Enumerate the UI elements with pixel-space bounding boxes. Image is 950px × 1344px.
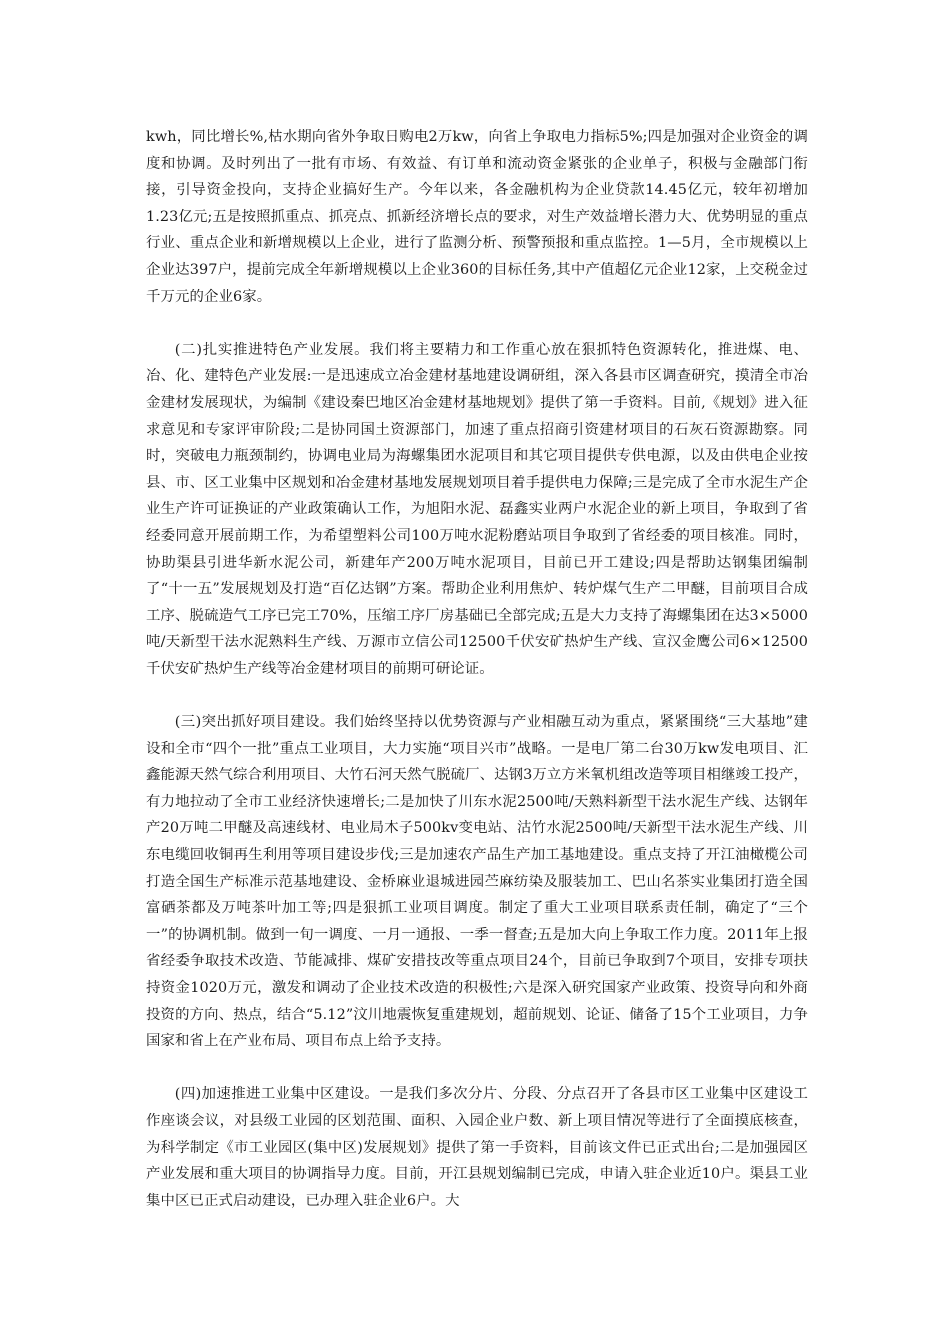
paragraph-power-and-finance: kwh，同比增长%,枯水期向省外争取日购电2万kw，向省上争取电力指标5%;四是加强对企业资金的调度和协调。及时列出了一批有市场、有效益、有订单和流动资金紧张的企业单子，积极与金融部门衔接，引导资金投向，支持企业搞好生产。今年以来，各金融机构为企业贷款14.45亿元，较年初增加1.23亿元;五是按照抓重点、抓亮点、抓新经济增长点的要求，对生产效益增长潜力大、优势明显的重点行业、重点企业和新增规模以上企业，进行了监测分析、预警预报和重点监控。1—5月，全市规模以上企业达397户，提前完成全年新增规模以上企业360的目标任务,其中产值超亿元企业12家，上交税金过千万元的企业6家。 (146, 129, 808, 305)
document-body (146, 124, 808, 1214)
paragraph-project-construction: (三)突出抓好项目建设。我们始终坚持以优势资源与产业相融互动为重点，紧紧围绕“三大基地”建设和全市“四个一批”重点工业项目，大力实施“项目兴市”战略。一是电厂第二台30万kw发电项目、汇鑫能源天然气综合利用项目、大竹石河天然气脱硫厂、达钢3万立方米氧机组改造等项目相继竣工投产，有力地拉动了全市工业经济快速增长;二是加快了川东水泥2500吨/天熟料新型干法水泥生产线、达钢年产20万吨二甲醚及高速线材、电业局木子500kv变电站、沽竹水泥2500吨/天新型干法水泥生产线、川东电缆回收铜再生利用等项目建设步伐;三是加速农产品生产加工基地建设。重点支持了开江油橄榄公司打造全国生产标准示范基地建设、金桥麻业退城进园苎麻纺染及服装加工、巴山名茶实业集团打造全国富硒茶都及万吨茶叶加工等;四是狠抓工业项目调度。制定了重大工业项目联系责任制，确定了“三个一”的协调机制。做到一旬一调度、一月一通报、一季一督查;五是加大向上争取工作力度。2011年上报省经委争取技术改造、节能减排、煤矿安措技改等重点项目24个，目前已争取到7个项目，安排专项扶持资金1020万元，激发和调动了企业技术改造的积极性;六是深入研究国家产业政策、投资导向和外商投资的方向、热点，结合“5.12”汶川地震恢复重建规划，超前规划、论证、储备了15个工业项目，力争国家和省上在产业布局、项目布点上给予支持。 (146, 714, 808, 1050)
paragraph-industrial-zones: (四)加速推进工业集中区建设。一是我们多次分片、分段、分点召开了各县市区工业集中区建设工作座谈会议，对县级工业园的区划范围、面积、入园企业户数、新上项目情况等进行了全面摸底核查，为科学制定《市工业园区(集中区)发展规划》提供了第一手资料，目前该文件已正式出台;二是加强园区产业发展和重大项目的协调指导力度。目前，开江县规划编制已完成，申请入驻企业近10户。渠县工业集中区已正式启动建设，已办理入驻企业6户。大 (146, 1086, 808, 1209)
paragraph-special-industries: (二)扎实推进特色产业发展。我们将主要精力和工作重心放在狠抓特色资源转化，推进煤、电、冶、化、建特色产业发展:一是迅速成立冶金建材基地建设调研组，深入各县市区调查研究，摸清全市冶金建材发展现状，为编制《建设秦巴地区冶金建材基地规划》提供了第一手资料。目前,《规划》进入征求意见和专家评审阶段;二是协同国土资源部门，加速了重点招商引资建材项目的石灰石资源勘察。同时，突破电力瓶颈制约，协调电业局为海螺集团水泥项目和其它项目提供专供电源，以及由供电企业按县、市、区工业集中区规划和冶金建材基地发展规划项目着手提供电力保障;三是完成了全市水泥生产企业生产许可证换证的产业政策确认工作，为旭阳水泥、磊鑫实业两户水泥企业的新上项目，争取到了省经委同意开展前期工作，为希望塑料公司100万吨水泥粉磨站项目争取到了省经委的项目核准。同时，协助渠县引进华新水泥公司，新建年产200万吨水泥项目，目前已开工建设;四是帮助达钢集团编制了“十一五”发展规划及打造“百亿达钢”方案。帮助企业利用焦炉、转炉煤气生产二甲醚，目前项目合成工序、脱硫造气工序已完工70%，压缩工序厂房基础已全部完成;五是大力支持了海螺集团在达3×5000吨/天新型干法水泥熟料生产线、万源市立信公司12500千伏安矿热炉生产线、宣汉金鹰公司6×12500千伏安矿热炉生产线等冶金建材项目的前期可研论证。 (146, 341, 808, 677)
